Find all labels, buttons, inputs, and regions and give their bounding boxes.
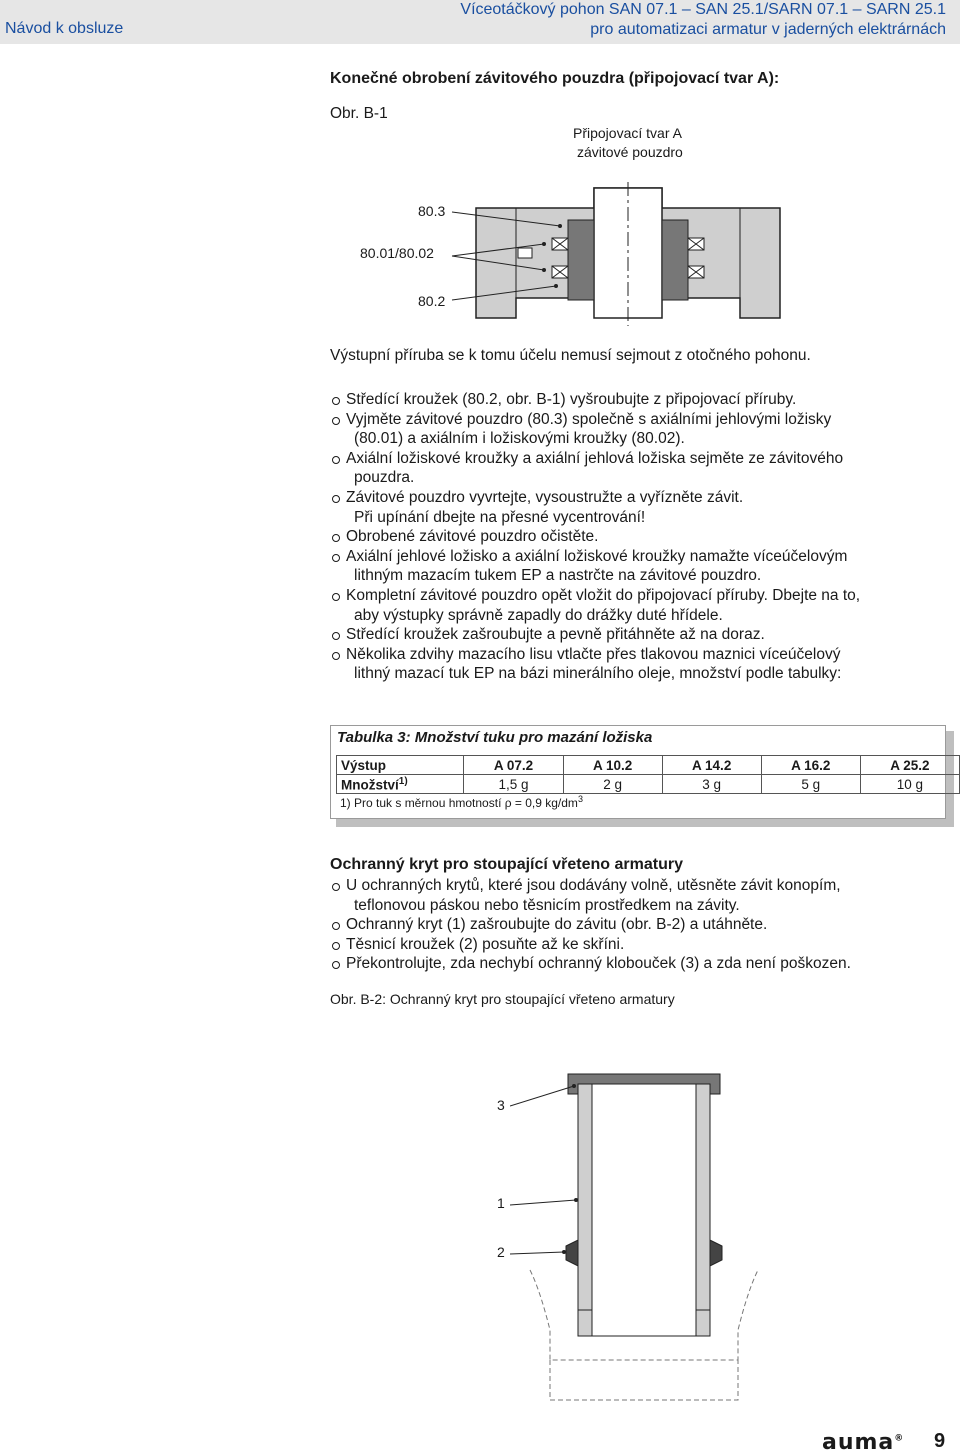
table-cell: A 25.2 bbox=[860, 756, 959, 775]
logo-text: auma bbox=[822, 1430, 895, 1455]
list-item: Středící kroužek zašroubujte a pevně přitáhněte až na doraz. bbox=[330, 625, 950, 645]
grease-table-title: Tabulka 3: Množství tuku pro mazání ložiska bbox=[337, 729, 653, 746]
table-row bbox=[337, 775, 960, 794]
section-title-finishing: Konečné obrobení závitového pouzdra (připojovací tvar A): bbox=[330, 70, 780, 87]
table-cell: 10 g bbox=[860, 775, 959, 794]
table-cell: 2 g bbox=[563, 775, 662, 794]
list-item-continuation: lithný mazací tuk EP na bázi minerálního oleje, množství podle tabulky: bbox=[354, 665, 842, 683]
instruction-list-cover bbox=[330, 876, 950, 974]
list-item: Vyjměte závitové pouzdro (80.3) společně s axiálními jehlovými ložisky bbox=[330, 410, 950, 430]
list-item: Závitové pouzdro vyvrtejte, vysoustružte a vyřízněte závit. bbox=[330, 488, 950, 508]
figure-b1-drawing bbox=[440, 180, 800, 330]
instruction-list-finishing bbox=[330, 390, 950, 684]
list-item-continuation: (80.01) a axiálním i ložiskovými kroužky (80.02). bbox=[354, 430, 685, 448]
list-item: Axiální jehlové ložisko a axiální ložiskové kroužky namažte víceúčelovým bbox=[330, 547, 950, 567]
callout-80-3: 80.3 bbox=[418, 203, 446, 219]
table-cell: A 07.2 bbox=[464, 756, 563, 775]
grease-table bbox=[336, 755, 960, 794]
figure-label-b2: Obr. B-2: Ochranný kryt pro stoupající vřeteno armatury bbox=[330, 991, 675, 1007]
note-flange: Výstupní příruba se k tomu účelu nemusí sejmout z otočného pohonu. bbox=[330, 347, 811, 364]
table-cell: A 10.2 bbox=[563, 756, 662, 775]
list-item-continuation: lithným mazacím tukem EP a nastrčte na závitové pouzdro. bbox=[354, 567, 762, 585]
callout-cover-1: 1 bbox=[497, 1195, 505, 1211]
footnote-text: 1) Pro tuk s měrnou hmotností ρ = 0,9 kg/dm bbox=[340, 796, 578, 810]
callout-cap-3: 3 bbox=[497, 1097, 505, 1113]
callout-seal-2: 2 bbox=[497, 1244, 505, 1260]
list-item-continuation: aby výstupky správně zapadly do drážky duté hřídele. bbox=[354, 606, 723, 624]
table-footnote bbox=[340, 794, 583, 810]
footnote-superscript: 3 bbox=[577, 794, 583, 804]
quantity-label: Množství bbox=[341, 777, 399, 793]
table-cell: A 14.2 bbox=[662, 756, 761, 775]
list-item-continuation: pouzdra. bbox=[354, 469, 415, 487]
list-item: Obrobené závitové pouzdro očistěte. bbox=[330, 527, 950, 547]
list-item: Ochranný kryt (1) zašroubujte do závitu (obr. B-2) a utáhněte. bbox=[330, 915, 950, 935]
list-item: Kompletní závitové pouzdro opět vložit do připojovací příruby. Dbejte na to, bbox=[330, 586, 950, 606]
list-item: Těsnicí kroužek (2) posuňte až ke skříni. bbox=[330, 935, 950, 955]
registered-mark: ® bbox=[894, 1433, 905, 1444]
callout-80-01-80-02: 80.01/80.02 bbox=[360, 245, 434, 261]
document-title-line-1: Víceotáčkový pohon SAN 07.1 – SAN 25.1/SARN 07.1 – SARN 25.1 bbox=[460, 1, 946, 18]
document-type: Návod k obsluze bbox=[5, 20, 124, 37]
figure-caption-line-1: Připojovací tvar A bbox=[573, 125, 682, 141]
table-row-header-quantity bbox=[337, 775, 464, 794]
list-item: Axiální ložiskové kroužky a axiální jehlová ložiska sejměte ze závitového bbox=[330, 449, 950, 469]
table-cell: 3 g bbox=[662, 775, 761, 794]
footnote-ref: 1) bbox=[398, 775, 408, 787]
list-item-continuation: Při upínání dbejte na přesné vycentrování! bbox=[354, 508, 646, 526]
table-cell: A 16.2 bbox=[761, 756, 860, 775]
section-title-protective-cover: Ochranný kryt pro stoupající vřeteno armatury bbox=[330, 856, 683, 873]
auma-logo bbox=[822, 1430, 904, 1455]
table-cell: 5 g bbox=[761, 775, 860, 794]
list-item: U ochranných krytů, které jsou dodávány volně, utěsněte závit konopím, bbox=[330, 876, 950, 896]
list-item: Několika zdvihy mazacího lisu vtlačte přes tlakovou maznici víceúčelový bbox=[330, 645, 950, 665]
figure-caption-line-2: závitové pouzdro bbox=[577, 144, 683, 160]
document-title-line-2: pro automatizaci armatur v jaderných elektrárnách bbox=[590, 21, 946, 38]
list-item: Středící kroužek (80.2, obr. B-1) vyšroubujte z připojovací příruby. bbox=[330, 390, 950, 410]
figure-label-b1: Obr. B-1 bbox=[330, 105, 388, 122]
list-item: Překontrolujte, zda nechybí ochranný klobouček (3) a zda není poškozen. bbox=[330, 954, 950, 974]
table-row-header-output: Výstup bbox=[337, 756, 464, 775]
callout-80-2: 80.2 bbox=[418, 293, 446, 309]
page-number: 9 bbox=[934, 1430, 946, 1452]
list-item-continuation: teflonovou páskou nebo těsnicím prostředkem na závity. bbox=[354, 896, 740, 914]
table-row bbox=[337, 756, 960, 775]
figure-b2-drawing bbox=[510, 1060, 810, 1420]
table-cell: 1,5 g bbox=[464, 775, 563, 794]
document-title bbox=[460, 0, 946, 40]
